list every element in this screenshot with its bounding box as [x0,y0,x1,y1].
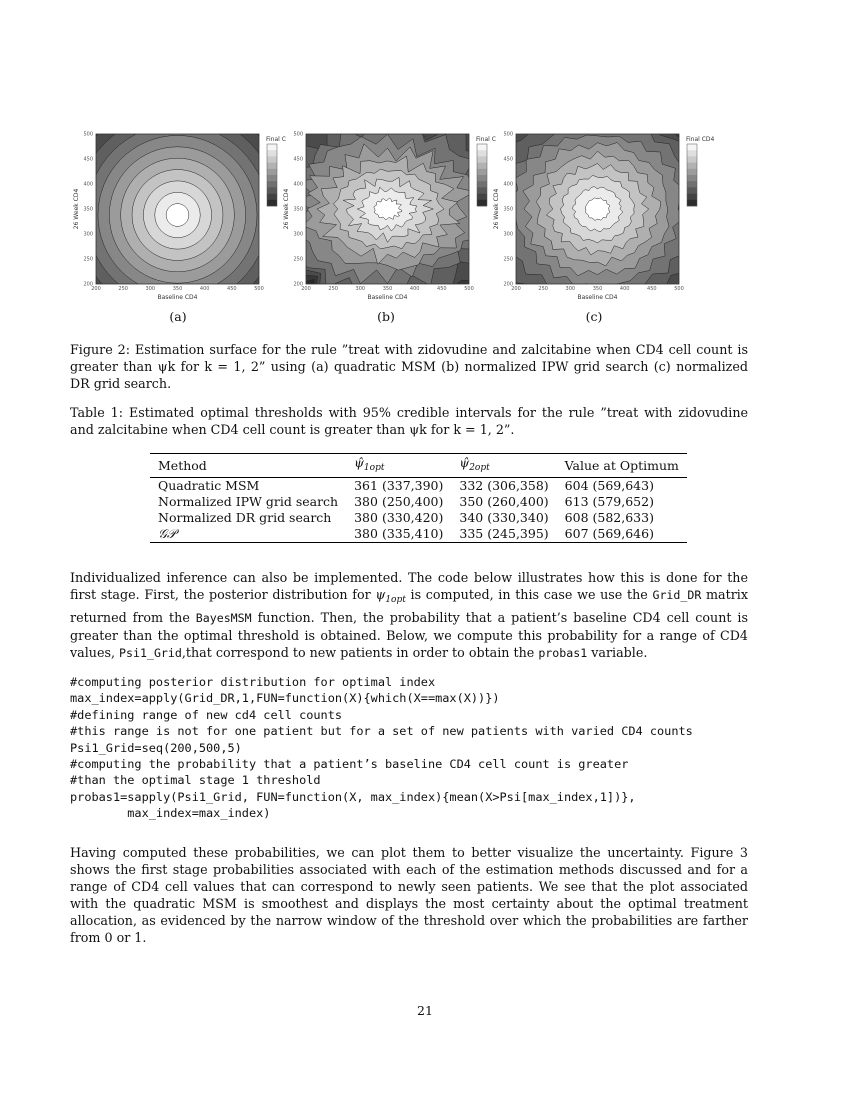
contour-band [166,204,189,227]
x-tick-label: 250 [328,286,338,292]
header-psi2 [451,454,556,478]
colorbar-step [477,187,487,194]
colorbar-step [687,156,697,163]
colorbar-step [477,194,487,201]
para1-code-probas1: probas1 [538,646,588,660]
paragraph-visualize-uncertainty: Having computed these probabilities, we can plot them to better visualize the uncertainty. Figure 3 shows the first stage probabilities associated with each of the estimation methods discussed and for a range of CD4 cell values that can correspond to newly seen patients. We see that the plot associated with the quadratic MSM is smoothest and displays the most certainty about the optimal treatment allocation, as evidenced by the narrow window of the threshold over which the probabilities are farther from 0 or 1. [70,845,748,945]
panel-label-c: (c) [585,309,603,324]
header-psi2-symbol: ψ̂ [459,455,470,470]
colorbar-step [687,169,697,176]
cell-value: 607 (569,646) [557,526,687,543]
para1-code-bayesmsm: BayesMSM [195,611,252,625]
colorbar-step [687,200,697,207]
r-code-block: #computing posterior distribution for optimal index max_index=apply(Grid_DR,1,FUN=function(X){which(X==max(X))}) #defining range of new cd4 cell counts #this range is not for one patient but for a set of new patients with varied CD4 counts Psi1_Grid=seq(200,500,5) #computing the probability that a patient’s baseline CD4 cell count is greater #than the optimal stage 1 threshold probas1=sapply(Psi1_Grid, FUN=function(X, max_index){mean(X>Psi[max_index,1])}, max_index=max_index) [70,675,693,821]
para1-text-6: variable. [587,645,648,660]
y-tick-label: 250 [503,256,513,263]
colorbar-step [687,150,697,157]
x-axis-label: Baseline CD4 [577,294,618,301]
y-tick-label: 500 [83,131,93,138]
cell-psi1: 361 (337,390) [354,478,444,493]
y-tick-label: 450 [503,156,513,163]
figure-caption-label: Figure 2: [70,342,131,357]
colorbar-step [477,200,487,207]
x-tick-label: 500 [674,286,684,292]
cell-method: 𝒢𝒫 [150,526,346,543]
table-row [150,478,687,495]
header-psi1 [346,454,451,478]
x-axis-label: Baseline CD4 [157,294,198,301]
y-tick-label: 500 [293,131,303,138]
x-tick-label: 250 [118,286,128,292]
y-axis-label: 26 Week CD4 [283,188,290,230]
colorbar-step [687,175,697,182]
cell-value: 613 (579,652) [564,494,654,509]
colorbar-step [267,163,277,170]
y-tick-label: 350 [293,206,303,213]
x-tick-label: 400 [619,286,630,292]
colorbar-title: Final CD4 [686,136,715,143]
x-tick-label: 200 [301,286,311,292]
header-psi1-symbol: ψ̂ [354,455,364,470]
cell-psi1: 380 (335,410) [346,526,451,543]
para1-text-2: is computed, in this case we use the [405,587,653,602]
cell-method: Normalized DR grid search [158,510,332,525]
x-tick-label: 200 [91,286,101,292]
colorbar-title: Final C [476,136,496,143]
x-tick-label: 200 [511,286,521,292]
table-caption-label: Table 1: [70,405,124,420]
figure-panel-b [280,128,515,303]
para1-psi-symbol: ψ [375,587,386,602]
y-axis-label: 26 Week CD4 [493,188,500,230]
y-tick-label: 450 [83,156,93,163]
cell-psi1: 380 (250,400) [354,494,444,509]
cell-psi1: 380 (330,420) [354,510,444,525]
x-tick-label: 400 [409,286,420,292]
contour-plot-a [70,128,305,303]
colorbar-step [687,187,697,194]
colorbar-step [267,181,277,188]
y-tick-label: 300 [293,231,303,238]
x-tick-label: 500 [464,286,474,292]
colorbar-step [477,169,487,176]
cell-psi2: 332 (306,358) [459,478,549,493]
colorbar-step [477,163,487,170]
header-psi1-sub: 1opt [363,463,385,473]
table-caption-text: Estimated optimal thresholds with 95% credible intervals for the rule ”treat with zidovudine and zalcitabine when CD4 cell count is greater than ψk for k = 1, 2”. [70,405,749,437]
para1-text-5: ,that correspond to new patients in order to obtain the [181,645,539,660]
para1-text-1: Individualized inference can also be implemented. The code below illustrates how this is done for the first stage. First, the posterior distribution for [70,570,748,602]
x-tick-label: 450 [437,286,447,292]
x-tick-label: 450 [647,286,657,292]
colorbar-step [267,150,277,157]
cell-method: Normalized IPW grid search [158,494,339,509]
y-tick-label: 200 [83,281,93,288]
colorbar-step [687,181,697,188]
y-tick-label: 200 [503,281,513,288]
x-tick-label: 250 [538,286,548,292]
y-tick-label: 400 [83,181,93,188]
colorbar-step [477,156,487,163]
colorbar-step [477,175,487,182]
page-number: 21 [417,1003,433,1018]
table-row [150,494,687,510]
cell-psi2: 350 (260,400) [459,494,549,509]
colorbar-step [267,187,277,194]
y-tick-label: 300 [83,231,93,238]
colorbar-step [687,144,697,151]
para1-psi-sub: 1opt [385,595,406,605]
para1-text-3: matrix returned from the [70,587,748,625]
x-tick-label: 450 [227,286,237,292]
cell-method: Quadratic MSM [158,478,260,493]
y-tick-label: 250 [293,256,303,263]
results-table [150,453,687,543]
colorbar-step [477,144,487,151]
panel-label-b: (b) [377,309,395,324]
table-caption [70,404,748,438]
table-row [150,510,687,526]
y-tick-label: 400 [503,181,513,188]
colorbar-step [267,200,277,207]
x-tick-label: 300 [565,286,576,292]
x-axis-label: Baseline CD4 [367,294,408,301]
figure-panel-a [70,128,305,303]
y-tick-label: 250 [83,256,93,263]
x-tick-label: 350 [382,286,393,292]
figure-caption [70,341,748,392]
table-header-row [150,454,687,478]
header-value: Value at Optimum [557,454,687,478]
x-tick-label: 400 [199,286,210,292]
x-tick-label: 300 [145,286,156,292]
contour-plot-b [280,128,515,303]
panel-label-a: (a) [169,309,187,324]
figure-caption-text: Estimation surface for the rule ”treat with zidovudine and zalcitabine when CD4 cell count is greater than ψk for k = 1, 2” using (a) quadratic MSM (b) normalized IPW grid search (c) normalized DR grid search. [70,342,748,391]
table-row [150,526,687,543]
cell-value: 604 (569,643) [564,478,654,493]
colorbar-step [687,163,697,170]
y-tick-label: 300 [503,231,513,238]
para1-code-psi1-grid: Psi1_Grid [119,646,182,660]
y-tick-label: 500 [503,131,513,138]
x-tick-label: 300 [355,286,366,292]
y-axis-label: 26 Week CD4 [73,188,80,230]
colorbar-step [267,144,277,151]
colorbar-step [267,156,277,163]
cell-value: 608 (582,633) [564,510,654,525]
cell-psi2: 340 (330,340) [459,510,549,525]
y-tick-label: 400 [293,181,303,188]
paragraph-individualized-inference [70,569,748,662]
colorbar-step [267,169,277,176]
contour-band [586,198,610,220]
para1-text-4: function. Then, the probability that a patient’s baseline CD4 cell count is greater than the optimal threshold is obtained. Below, we compute this probability for a range of CD4 values, [70,610,748,660]
contour-plot-c [490,128,725,303]
colorbar-title: Final C [266,136,286,143]
colorbar-step [477,181,487,188]
x-tick-label: 350 [172,286,183,292]
y-tick-label: 200 [293,281,303,288]
y-tick-label: 350 [503,206,513,213]
cell-psi2: 335 (245,395) [451,526,556,543]
y-tick-label: 350 [83,206,93,213]
colorbar-step [267,194,277,201]
colorbar-step [267,175,277,182]
para1-code-grid-dr: Grid_DR [652,588,702,602]
figure-panel-c [490,128,725,303]
header-method: Method [150,454,346,478]
x-tick-label: 500 [254,286,264,292]
header-psi2-sub: 2opt [469,463,490,473]
colorbar-step [477,150,487,157]
x-tick-label: 350 [592,286,603,292]
y-tick-label: 450 [293,156,303,163]
colorbar-step [687,194,697,201]
